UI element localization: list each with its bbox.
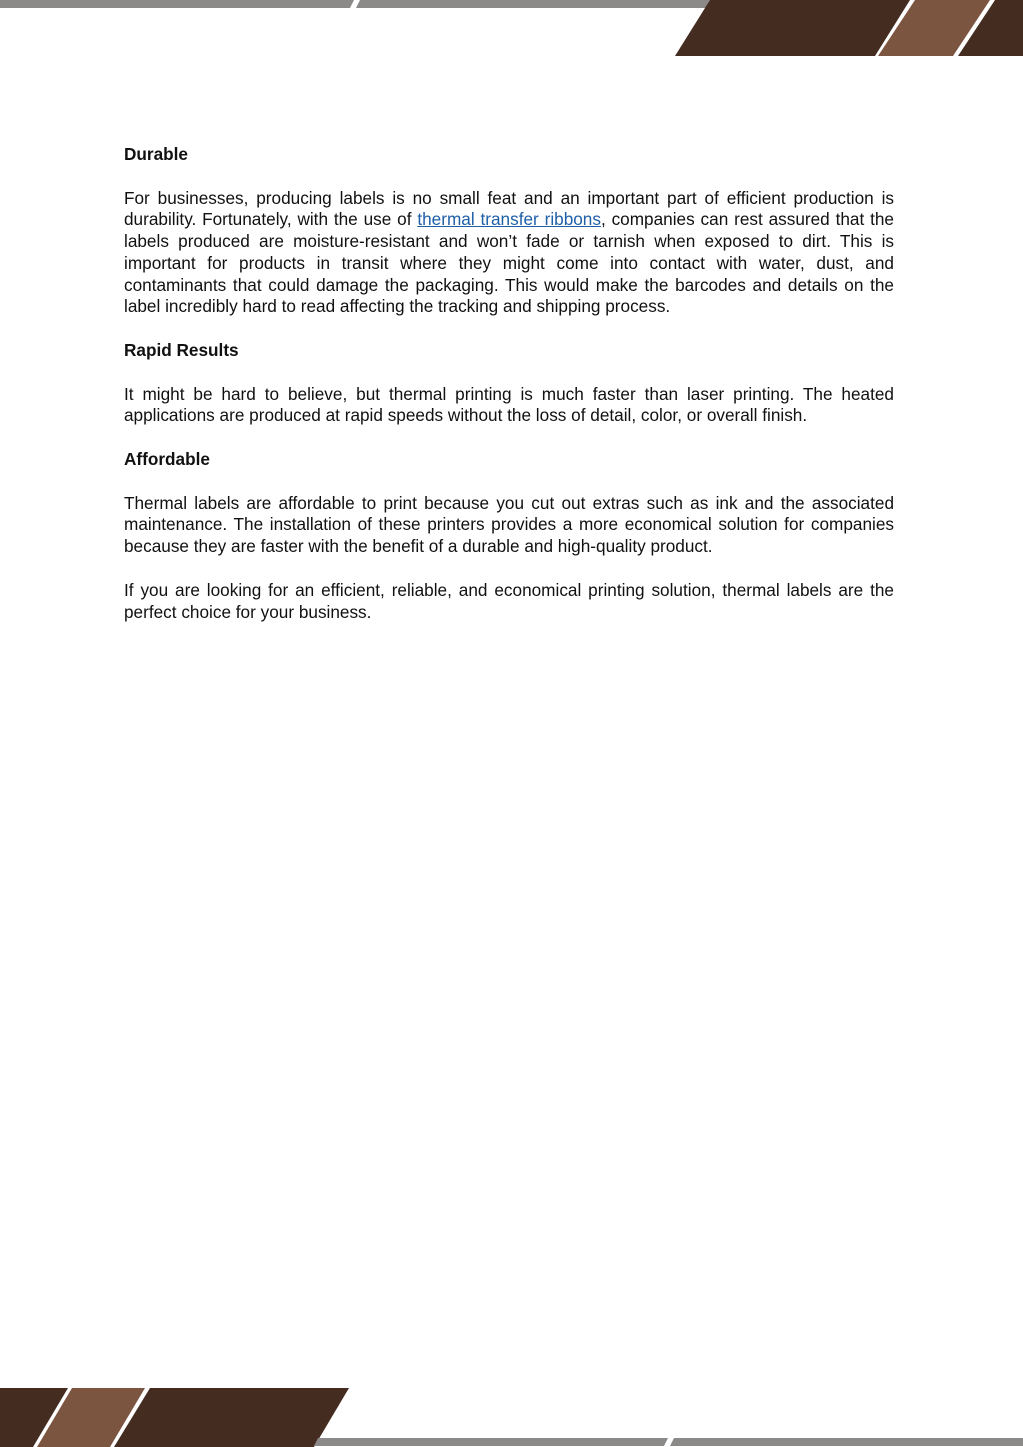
- footer-decoration: [0, 1387, 1023, 1447]
- section-heading: Affordable: [124, 449, 210, 470]
- footer-dark-stripe-start: [0, 1388, 68, 1447]
- footer-light-stripe: [37, 1388, 145, 1447]
- header-dark-stripe-end: [958, 0, 1023, 56]
- header-light-stripe: [878, 0, 990, 56]
- section-affordable: [124, 449, 894, 623]
- section-rapid-results: [124, 340, 894, 427]
- paragraph: It might be hard to believe, but thermal printing is much faster than laser printing. The heated applications are produced at rapid speeds without the loss of detail, color, or overall finish.: [124, 383, 894, 426]
- footer-dark-stripe: [114, 1388, 349, 1447]
- paragraph-text: For businesses, producing labels is no small feat and an important part of efficient production is durability. Fortunately, with the use of: [124, 187, 894, 230]
- header-dark-stripe: [675, 0, 910, 56]
- thermal-transfer-ribbons-link[interactable]: thermal transfer ribbons: [417, 209, 601, 230]
- paragraph: [124, 188, 894, 318]
- paragraph-text: , companies can rest assured that the labels produced are moisture-resistant and won’t fade or tarnish when exposed to dirt. This is important for products in transit where they might come into contact with water, dust, and contaminants that could damage the packaging. This would make the barcodes and details on the label incredibly hard to read affecting the tracking and shipping process.: [124, 209, 894, 317]
- header-gray-bar-left: [0, 0, 354, 8]
- document-body: [124, 144, 894, 645]
- footer-gray-bar-right: [670, 1438, 1023, 1446]
- section-durable: [124, 144, 894, 318]
- header-decoration: [0, 0, 1023, 60]
- header-gray-bar-right: [356, 0, 710, 8]
- section-heading: Durable: [124, 144, 188, 164]
- section-heading: Rapid Results: [124, 339, 239, 360]
- closing-paragraph: If you are looking for an efficient, reliable, and economical printing solution, thermal labels are the perfect choice for your business.: [124, 579, 894, 622]
- paragraph: Thermal labels are affordable to print because you cut out extras such as ink and the associated maintenance. The installation of these printers provides a more economical solution for companies because they are faster with the benefit of a durable and high-quality product.: [124, 492, 894, 557]
- footer-gray-bar-left: [314, 1438, 668, 1446]
